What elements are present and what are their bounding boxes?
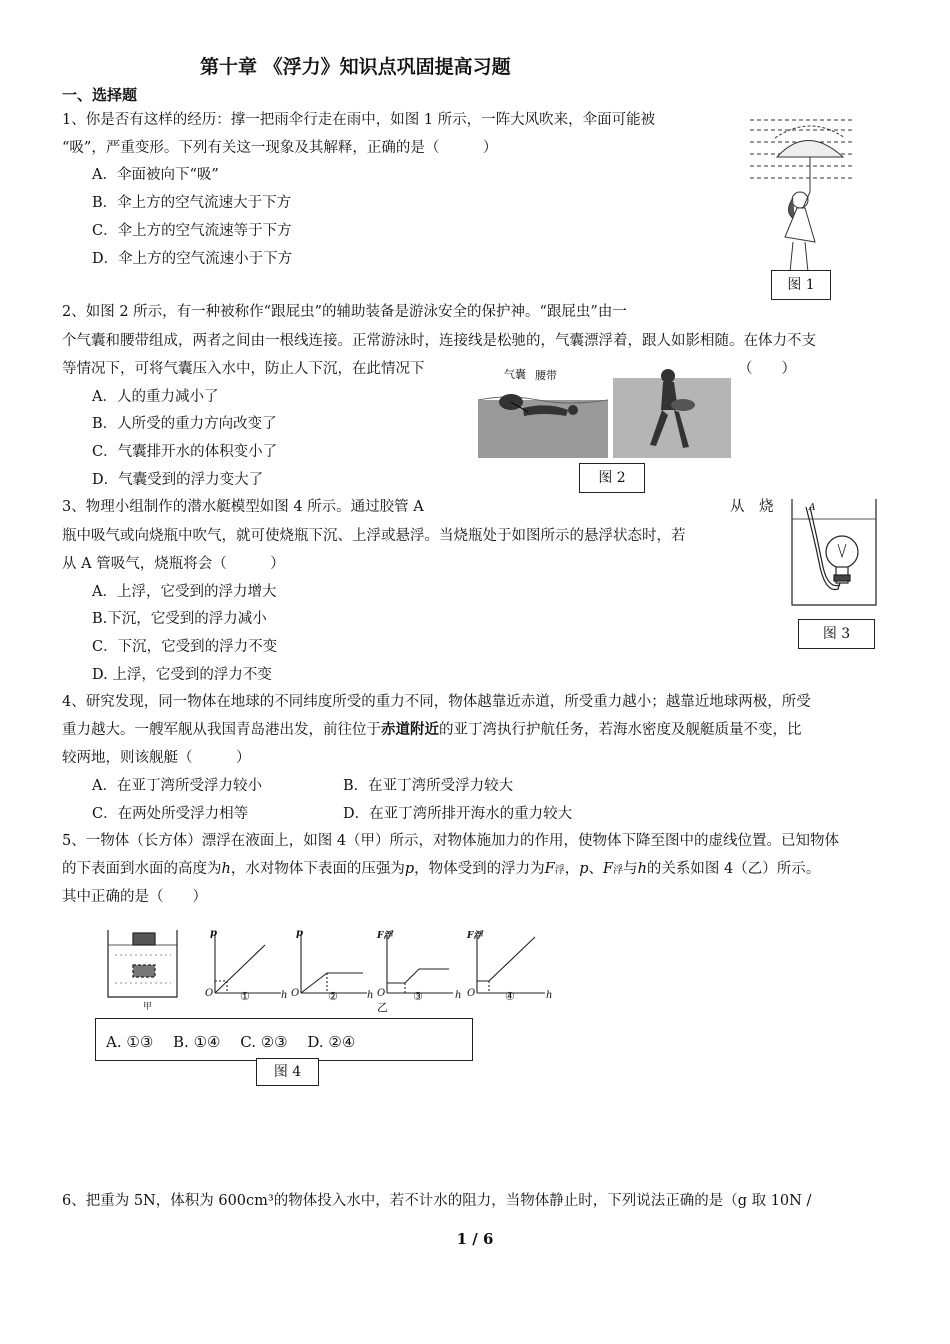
graph-2-number: ②	[328, 990, 338, 1003]
q4-option-c: C．在两处所受浮力相等	[92, 806, 249, 822]
q4-line-2-start: 重力越大。一艘军舰从我国青岛港出发，前往位于	[62, 722, 381, 738]
figure-4-label: 图 4	[256, 1058, 319, 1086]
q3-line-1: 3、物理小组制作的潜水艇模型如图 4 所示。通过胶管 A	[62, 499, 424, 515]
figure-2-label: 图 2	[579, 463, 645, 493]
graph-3-y-label: F浮	[377, 931, 393, 941]
q5-var-f2: F	[603, 861, 614, 877]
q3-option-d: D. 上浮，它受到的浮力不变	[92, 667, 272, 683]
graph-3-x-label: h	[455, 990, 462, 1001]
figure-1-label: 图 1	[771, 270, 831, 300]
q5-line-2-c: ，水对物体下表面的压强为	[230, 861, 405, 877]
label-belt: 腰带	[535, 369, 557, 382]
graph-4-x-label: h	[546, 990, 553, 1001]
graph-1-number: ①	[240, 990, 250, 1003]
q5-line-2-o: 的关系如图 4（乙）所示。	[646, 861, 821, 877]
page-title: 第十章 《浮力》知识点巩固提高习题	[200, 56, 511, 78]
q5-answer-choices: A. ①③ B. ①④ C. ②③ D. ②④	[106, 1033, 356, 1051]
q5-sub-fu: 浮	[554, 865, 565, 876]
q5-line-2	[62, 859, 820, 881]
q4-line-2	[62, 720, 802, 740]
q4-option-b: B．在亚丁湾所受浮力较大	[343, 778, 514, 794]
q5-var-p: p	[404, 861, 415, 877]
figure-3-label: 图 3	[798, 619, 875, 649]
q5-line-2-h: ，	[564, 861, 580, 877]
graph-4-number: ④	[505, 990, 515, 1003]
q4-option-d: D．在亚丁湾所排开海水的重力较大	[343, 806, 573, 822]
q4-line-1: 4、研究发现，同一物体在地球的不同纬度所受的重力不同，物体越靠近赤道，所受重力越小；越靠近地球两极，所受	[62, 694, 811, 710]
q5-line-2-e: ，物体受到的浮力为	[414, 861, 545, 877]
q5-line-3: 其中正确的是（ ）	[62, 889, 207, 905]
q4-line-3: 较两地，则该舰艇（ ）	[62, 750, 251, 766]
q5-line-2-m: 与	[623, 861, 638, 877]
section-heading: 一、选择题	[62, 86, 138, 104]
q1-line-2: “吸”，严重变形。下列有关这一现象及其解释，正确的是（ ）	[62, 140, 498, 156]
q2-option-d: D．气囊受到的浮力变大了	[92, 472, 264, 488]
q1-option-b: B．伞上方的空气流速大于下方	[92, 195, 292, 211]
page-number: 1 / 6	[456, 1230, 494, 1248]
graph-3-number: ③	[413, 990, 423, 1003]
q5-line-1: 5、一物体（长方体）漂浮在液面上，如图 4（甲）所示，对物体施加力的作用，使物体下降至图中的虚线位置。已知物体	[62, 833, 840, 849]
q2-line-1: 2、如图 2 所示，有一种被称作“跟屁虫”的辅助装备是游泳安全的保护神。“跟屁虫”由一	[62, 304, 627, 320]
q3-line-1-end: 从 烧	[730, 499, 774, 515]
q1-option-c: C．伞上方的空气流速等于下方	[92, 223, 292, 239]
q2-answer-blank: （ ）	[738, 361, 796, 377]
q5-answer-box	[95, 1018, 473, 1061]
q5-var-h2: h	[637, 861, 647, 877]
q1-option-d: D．伞上方的空气流速小于下方	[92, 251, 293, 267]
graph-1-x-label: h	[281, 990, 288, 1001]
q5-line-2-j: 、	[588, 861, 603, 877]
q2-option-b: B．人所受的重力方向改变了	[92, 416, 277, 432]
q3-line-3: 从 A 管吸气，烧瓶将会（ ）	[62, 556, 285, 572]
q5-line-2-a: 的下表面到水面的高度为	[62, 861, 222, 877]
q4-line-2-emphasis: 赤道附近	[381, 721, 439, 738]
label-air-bag: 气囊	[504, 368, 526, 381]
q4-line-2-rest: 的亚丁湾执行护航任务，若海水密度及舰艇质量不变，比	[439, 722, 802, 738]
graph-2-y-label: p	[296, 928, 303, 939]
graph-2-x-label: h	[367, 990, 374, 1001]
flask-figure	[790, 497, 880, 609]
q1-option-a: A．伞面被向下“吸”	[92, 167, 219, 183]
q2-option-a: A．人的重力减小了	[92, 389, 219, 405]
q2-option-c: C．气囊排开水的体积变小了	[92, 444, 278, 460]
graph-2-origin: O	[291, 988, 300, 999]
graph-4-y-label: F浮	[467, 931, 483, 941]
q5-sub-fu2: 浮	[613, 865, 624, 876]
label-jia: 甲	[143, 1002, 153, 1012]
label-yi: 乙	[377, 1001, 388, 1014]
q5-var-f: F	[544, 861, 555, 877]
q3-option-c: C．下沉，它受到的浮力不变	[92, 639, 278, 655]
tube-a-label: A	[809, 503, 816, 513]
q2-line-2: 个气囊和腰带组成，两者之间由一根线连接。正常游泳时，连接线是松驰的，气囊漂浮着，跟人如影相随。在体力不支	[62, 333, 816, 349]
graph-1-y-label: p	[210, 928, 217, 939]
q3-option-b: B.下沉，它受到的浮力减小	[92, 611, 267, 627]
q1-line-1: 1、你是否有这样的经历：撑一把雨伞行走在雨中，如图 1 所示，一阵大风吹来，伞面可能被	[62, 112, 656, 128]
q2-line-3: 等情况下，可将气囊压入水中，防止人下沉，在此情况下	[62, 361, 425, 377]
q3-option-a: A．上浮，它受到的浮力增大	[92, 584, 277, 600]
graph-1-origin: O	[205, 988, 214, 999]
graph-4-origin: O	[467, 988, 476, 999]
q5-var-h: h	[221, 861, 231, 877]
q5-var-p2: p	[579, 861, 589, 877]
q6-line-1: 6、把重为 5N，体积为 600cm³的物体投入水中，若不计水的阻力，当物体静止时，下列说法正确的是（g 取 10N /	[62, 1193, 812, 1209]
q4-option-a: A．在亚丁湾所受浮力较小	[92, 778, 262, 794]
graph-3-origin: O	[377, 988, 386, 999]
q3-line-2: 瓶中吸气或向烧瓶中吹气，就可使烧瓶下沉、上浮或悬浮。当烧瓶处于如图所示的悬浮状态时，若	[62, 528, 686, 544]
